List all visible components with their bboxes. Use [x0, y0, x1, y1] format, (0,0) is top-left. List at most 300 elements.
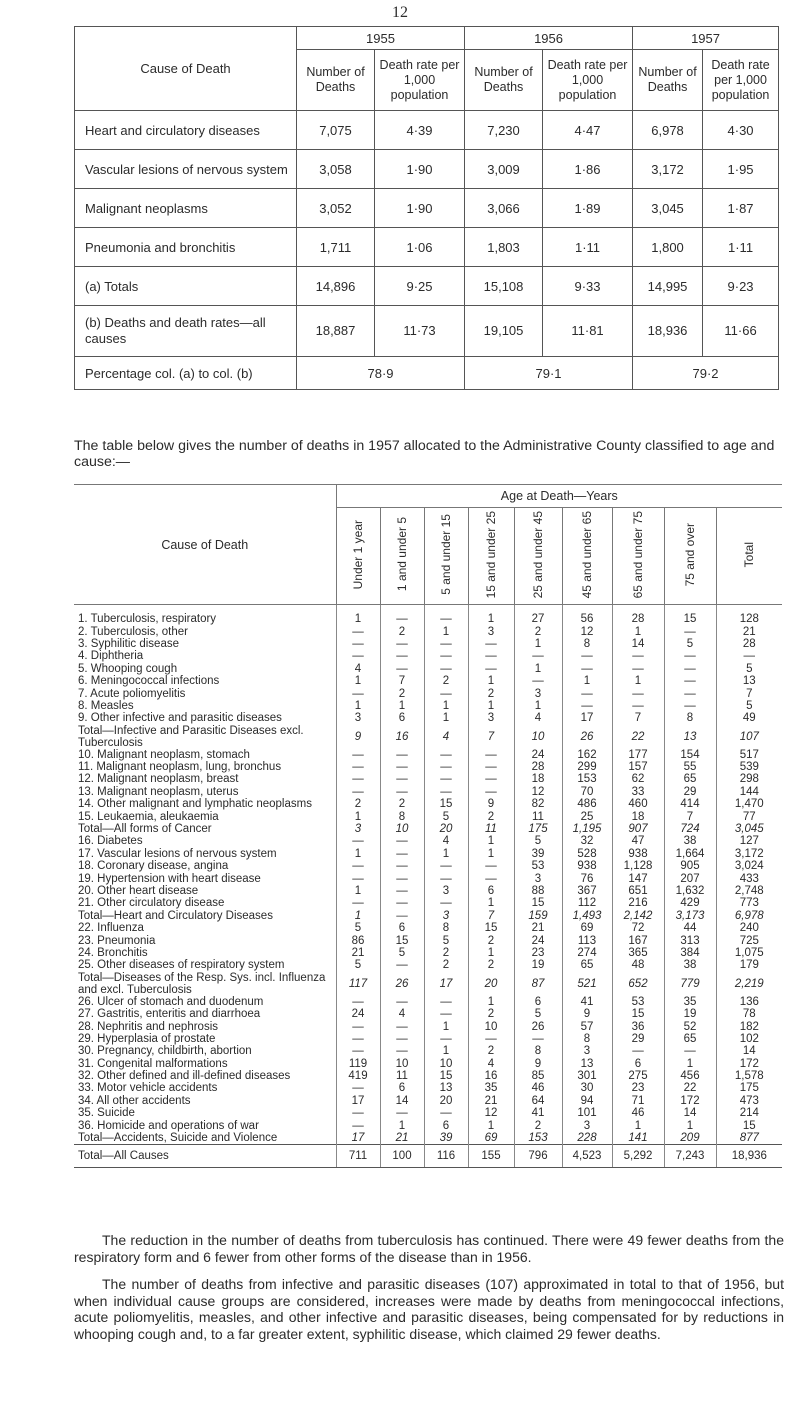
count-cell: 6: [514, 996, 562, 1008]
age-column-header: [336, 508, 380, 605]
count-cell: 70: [562, 786, 612, 798]
count-cell: 419: [336, 1070, 380, 1082]
count-cell: 1: [424, 1020, 468, 1032]
count-cell: —: [336, 872, 380, 884]
count-cell: 13: [716, 675, 782, 687]
count-cell: —: [468, 860, 514, 872]
count-cell: 19: [514, 959, 562, 971]
count-cell: 11: [468, 823, 514, 835]
count-cell: 20: [424, 1095, 468, 1107]
count-cell: 18,936: [716, 1145, 782, 1168]
count-cell: 13: [424, 1082, 468, 1094]
count-cell: 162: [562, 749, 612, 761]
count-cell: 1: [514, 700, 562, 712]
count-cell: 3,172: [716, 848, 782, 860]
cause-label: 24. Bronchitis: [78, 946, 148, 959]
summary-cell: 1·86: [543, 150, 633, 189]
count-cell: 207: [664, 872, 716, 884]
count-cell: 5: [424, 934, 468, 946]
count-cell: —: [562, 663, 612, 675]
count-cell: 157: [612, 761, 664, 773]
count-cell: 46: [514, 1082, 562, 1094]
summary-cell: 7,075: [297, 111, 375, 150]
age-column-label: 1 and under 5: [394, 517, 409, 592]
count-cell: 313: [664, 934, 716, 946]
count-cell: 2: [468, 1008, 514, 1020]
count-cell: 773: [716, 897, 782, 909]
count-cell: —: [424, 786, 468, 798]
count-cell: 11: [380, 1070, 424, 1082]
count-cell: 3: [562, 1119, 612, 1131]
count-cell: 14: [664, 1107, 716, 1119]
detail-body: [74, 605, 782, 1168]
count-cell: 18: [514, 773, 562, 785]
count-cell: 3,024: [716, 860, 782, 872]
count-cell: 3: [562, 1045, 612, 1057]
summary-cell: 6,978: [633, 111, 703, 150]
summary-cell: 3,066: [465, 189, 543, 228]
summary-cause-header: Cause of Death: [75, 27, 297, 111]
cause-label: 13. Malignant neoplasm, uterus: [78, 785, 239, 798]
count-cell: —: [664, 663, 716, 675]
count-cell: 172: [664, 1095, 716, 1107]
count-cell: 4: [514, 712, 562, 724]
count-cell: 2,142: [612, 910, 664, 922]
count-cell: 71: [612, 1095, 664, 1107]
count-cell: 4: [424, 835, 468, 847]
count-cell: 1,075: [716, 947, 782, 959]
percentage-value: 79·1: [465, 357, 633, 390]
summary-cell: 9·33: [543, 267, 633, 306]
count-cell: 4: [336, 663, 380, 675]
count-cell: 298: [716, 773, 782, 785]
count-cell: 24: [514, 934, 562, 946]
cause-label: 15. Leukaemia, aleukaemia: [78, 810, 219, 823]
cause-row: [74, 638, 782, 650]
count-cell: 1: [612, 1119, 664, 1131]
count-cell: 724: [664, 823, 716, 835]
age-column-header: [380, 508, 424, 605]
summary-row-label: (b) Deaths and death rates—all causes: [75, 306, 297, 357]
summary-table: [74, 26, 779, 390]
count-cell: 82: [514, 798, 562, 810]
count-cell: 2: [380, 687, 424, 699]
count-cell: —: [380, 786, 424, 798]
count-cell: —: [380, 1107, 424, 1119]
count-cell: 117: [336, 972, 380, 996]
cause-row: [74, 687, 782, 699]
count-cell: 1,664: [664, 848, 716, 860]
count-cell: 77: [716, 810, 782, 822]
count-cell: 1: [664, 1119, 716, 1131]
age-column-label: 75 and over: [682, 522, 697, 587]
summary-cell: 1·90: [375, 189, 465, 228]
count-cell: 30: [562, 1082, 612, 1094]
cause-label: 7. Acute poliomyelitis: [78, 687, 186, 700]
count-cell: 69: [562, 922, 612, 934]
age-column-header: [716, 508, 782, 605]
count-cell: 13: [664, 725, 716, 749]
count-cell: 101: [562, 1107, 612, 1119]
count-cell: 6: [380, 922, 424, 934]
count-cell: 41: [514, 1107, 562, 1119]
count-cell: 216: [612, 897, 664, 909]
summary-cell: 3,052: [297, 189, 375, 228]
count-cell: 1: [336, 700, 380, 712]
count-cell: 521: [562, 972, 612, 996]
count-cell: 652: [612, 972, 664, 996]
cause-label: 34. All other accidents: [78, 1094, 191, 1107]
intro-text: The table below gives the number of deaths in 1957 allocated to the Administrative County classified to age and cause:—: [74, 438, 775, 470]
age-column-header: [612, 508, 664, 605]
cause-row: [74, 773, 782, 785]
count-cell: 2: [468, 934, 514, 946]
count-cell: 1: [336, 848, 380, 860]
count-cell: 6: [424, 1119, 468, 1131]
count-cell: 116: [424, 1145, 468, 1168]
count-cell: 2: [380, 798, 424, 810]
count-cell: —: [424, 1008, 468, 1020]
count-cell: 69: [468, 1132, 514, 1145]
summary-cell: 4·39: [375, 111, 465, 150]
count-cell: 8: [562, 638, 612, 650]
summary-cell: 15,108: [465, 267, 543, 306]
count-cell: 136: [716, 996, 782, 1008]
count-cell: —: [468, 1033, 514, 1045]
subtotal-row: [74, 910, 782, 922]
count-cell: 9: [514, 1058, 562, 1070]
count-cell: —: [380, 1033, 424, 1045]
summary-cell: 14,896: [297, 267, 375, 306]
count-cell: 5: [514, 1008, 562, 1020]
count-cell: —: [380, 835, 424, 847]
count-cell: —: [562, 650, 612, 662]
subtotal-row: [74, 1132, 782, 1145]
cause-row: [74, 934, 782, 946]
summary-cell: 11·73: [375, 306, 465, 357]
count-cell: 33: [612, 786, 664, 798]
cause-label: 19. Hypertension with heart disease: [78, 872, 261, 885]
count-cell: 473: [716, 1095, 782, 1107]
count-cell: 21: [380, 1132, 424, 1145]
count-cell: 15: [716, 1119, 782, 1131]
count-cell: —: [612, 1045, 664, 1057]
age-column-label: 5 and under 15: [438, 514, 453, 595]
count-cell: 16: [380, 725, 424, 749]
count-cell: —: [380, 897, 424, 909]
count-cell: —: [336, 786, 380, 798]
count-cell: 938: [562, 860, 612, 872]
summary-row-label: Pneumonia and bronchitis: [75, 228, 297, 267]
summary-cell: 14,995: [633, 267, 703, 306]
count-cell: 53: [514, 860, 562, 872]
count-cell: 651: [612, 885, 664, 897]
count-cell: 7: [664, 810, 716, 822]
count-cell: —: [424, 687, 468, 699]
count-cell: 2: [336, 798, 380, 810]
count-cell: —: [514, 1033, 562, 1045]
count-cell: —: [336, 1020, 380, 1032]
count-cell: 3: [468, 712, 514, 724]
summary-cell: 1,711: [297, 228, 375, 267]
count-cell: 17: [336, 1132, 380, 1145]
count-cell: 64: [514, 1095, 562, 1107]
count-cell: 24: [514, 749, 562, 761]
count-cell: 25: [562, 810, 612, 822]
count-cell: 12: [468, 1107, 514, 1119]
cause-row: [74, 835, 782, 847]
count-cell: 1: [468, 897, 514, 909]
count-cell: 15: [424, 1070, 468, 1082]
count-cell: 15: [424, 798, 468, 810]
cause-row: [74, 786, 782, 798]
count-cell: —: [424, 773, 468, 785]
count-cell: —: [380, 650, 424, 662]
summary-row: [75, 306, 779, 357]
count-cell: —: [424, 605, 468, 626]
count-cell: 299: [562, 761, 612, 773]
count-cell: 725: [716, 934, 782, 946]
count-cell: —: [424, 897, 468, 909]
summary-cell: 1,800: [633, 228, 703, 267]
count-cell: 39: [424, 1132, 468, 1145]
count-cell: 2: [424, 947, 468, 959]
count-cell: 72: [612, 922, 664, 934]
cause-label: 12. Malignant neoplasm, breast: [78, 773, 239, 786]
count-cell: 1: [424, 848, 468, 860]
count-cell: 1: [336, 810, 380, 822]
count-cell: —: [336, 1119, 380, 1131]
count-cell: 1: [468, 835, 514, 847]
count-cell: 1,632: [664, 885, 716, 897]
count-cell: 905: [664, 860, 716, 872]
count-cell: 21: [716, 625, 782, 637]
summary-cell: 1·90: [375, 150, 465, 189]
count-cell: 6,978: [716, 910, 782, 922]
summary-row: [75, 111, 779, 150]
count-cell: 1,195: [562, 823, 612, 835]
count-cell: —: [336, 625, 380, 637]
count-cell: 2: [514, 1119, 562, 1131]
count-cell: 88: [514, 885, 562, 897]
count-cell: 1,470: [716, 798, 782, 810]
count-cell: 182: [716, 1020, 782, 1032]
count-cell: —: [336, 1045, 380, 1057]
count-cell: 48: [612, 959, 664, 971]
count-cell: —: [380, 761, 424, 773]
count-cell: 5: [664, 638, 716, 650]
summary-cell: 7,230: [465, 111, 543, 150]
cause-row: [74, 996, 782, 1008]
count-cell: —: [380, 605, 424, 626]
count-cell: 1,128: [612, 860, 664, 872]
count-cell: 76: [562, 872, 612, 884]
count-cell: 3,173: [664, 910, 716, 922]
count-cell: 87: [514, 972, 562, 996]
number-of-deaths-header: Number of Deaths: [297, 50, 375, 111]
count-cell: —: [468, 786, 514, 798]
age-column-header: [562, 508, 612, 605]
count-cell: 2,219: [716, 972, 782, 996]
cause-row: [74, 675, 782, 687]
age-column-label: 65 and under 75: [630, 510, 645, 599]
count-cell: —: [468, 663, 514, 675]
count-cell: 100: [380, 1145, 424, 1168]
count-cell: 1: [468, 996, 514, 1008]
cause-label: 18. Coronary disease, angina: [78, 860, 229, 873]
cause-label: Total—All forms of Cancer: [78, 823, 212, 836]
count-cell: 275: [612, 1070, 664, 1082]
count-cell: —: [380, 848, 424, 860]
count-cell: 3,045: [716, 823, 782, 835]
count-cell: 4: [380, 1008, 424, 1020]
count-cell: 175: [514, 823, 562, 835]
cause-row: [74, 1020, 782, 1032]
count-cell: 15: [612, 1008, 664, 1020]
detail-cause-header: Cause of Death: [74, 485, 336, 605]
cause-label: 20. Other heart disease: [78, 885, 199, 897]
count-cell: —: [336, 1033, 380, 1045]
count-cell: 21: [514, 922, 562, 934]
cause-label: Total—Accidents, Suicide and Violence: [78, 1132, 278, 1145]
count-cell: 17: [336, 1095, 380, 1107]
count-cell: 20: [468, 972, 514, 996]
cause-row: [74, 749, 782, 761]
count-cell: 153: [562, 773, 612, 785]
count-cell: 2: [468, 959, 514, 971]
count-cell: 365: [612, 947, 664, 959]
count-cell: 19: [664, 1008, 716, 1020]
count-cell: 107: [716, 725, 782, 749]
count-cell: 28: [514, 761, 562, 773]
count-cell: —: [424, 761, 468, 773]
count-cell: 3: [514, 872, 562, 884]
count-cell: 10: [468, 1020, 514, 1032]
count-cell: 214: [716, 1107, 782, 1119]
count-cell: 4: [468, 1058, 514, 1070]
count-cell: 9: [468, 798, 514, 810]
summary-row: [75, 228, 779, 267]
count-cell: 35: [664, 996, 716, 1008]
count-cell: —: [380, 910, 424, 922]
count-cell: —: [380, 1020, 424, 1032]
count-cell: —: [424, 872, 468, 884]
count-cell: —: [468, 761, 514, 773]
summary-cell: 1·95: [703, 150, 779, 189]
count-cell: 1: [336, 885, 380, 897]
count-cell: —: [664, 650, 716, 662]
count-cell: 11: [514, 810, 562, 822]
cause-label: 21. Other circulatory disease: [78, 897, 225, 910]
count-cell: 3: [468, 625, 514, 637]
count-cell: 460: [612, 798, 664, 810]
count-cell: 8: [562, 1033, 612, 1045]
age-column-header: [468, 508, 514, 605]
count-cell: —: [380, 872, 424, 884]
cause-label: 9. Other infective and parasitic diseases: [78, 712, 282, 725]
count-cell: 62: [612, 773, 664, 785]
count-cell: —: [380, 860, 424, 872]
count-cell: 2: [468, 810, 514, 822]
summary-cell: 1,803: [465, 228, 543, 267]
number-of-deaths-header: Number of Deaths: [465, 50, 543, 111]
paragraph-tuberculosis: The reduction in the number of deaths from tuberculosis has continued. There were 49 fewer deaths from the respiratory form and 6 fewer from other forms of the disease than in 1956.: [74, 1232, 784, 1265]
count-cell: 1: [562, 675, 612, 687]
count-cell: 28: [612, 605, 664, 626]
count-cell: 367: [562, 885, 612, 897]
count-cell: 17: [562, 712, 612, 724]
age-column-label: Total: [741, 541, 756, 568]
count-cell: 8: [380, 810, 424, 822]
count-cell: 127: [716, 835, 782, 847]
count-cell: 39: [514, 848, 562, 860]
age-column-header: [514, 508, 562, 605]
death-rate-header: Death rate per 1,000 population: [543, 50, 633, 111]
count-cell: 14: [380, 1095, 424, 1107]
count-cell: —: [468, 773, 514, 785]
count-cell: 35: [468, 1082, 514, 1094]
paragraph-infective-diseases: The number of deaths from infective and parasitic diseases (107) approximated in total to that of 1956, but when individual cause groups are considered, increases were made by deaths from meningococcal infections, acute poliomyelitis, measles, and other infective and parasitic diseases, being compensated for by reductions in whooping cough and, to a far greater extent, syphilitic disease, which claimed 29 fewer deaths.: [74, 1276, 784, 1342]
count-cell: 29: [612, 1033, 664, 1045]
count-cell: 301: [562, 1070, 612, 1082]
count-cell: 5: [380, 947, 424, 959]
count-cell: 1: [424, 1045, 468, 1057]
count-cell: 21: [468, 1095, 514, 1107]
summary-cell: 9·25: [375, 267, 465, 306]
summary-row-label: Vascular lesions of nervous system: [75, 150, 297, 189]
count-cell: 5: [336, 922, 380, 934]
summary-cell: 1·11: [543, 228, 633, 267]
summary-row-label: Heart and circulatory diseases: [75, 111, 297, 150]
count-cell: 22: [612, 725, 664, 749]
count-cell: 179: [716, 959, 782, 971]
count-cell: 17: [424, 972, 468, 996]
count-cell: 1: [424, 700, 468, 712]
count-cell: —: [336, 749, 380, 761]
count-cell: 2: [514, 625, 562, 637]
summary-cell: 4·47: [543, 111, 633, 150]
count-cell: 433: [716, 872, 782, 884]
cause-label: 6. Meningococcal infections: [78, 675, 220, 688]
cause-label: 17. Vascular lesions of nervous system: [78, 847, 277, 860]
count-cell: 796: [514, 1145, 562, 1168]
subtotal-row: [74, 823, 782, 835]
count-cell: 15: [380, 934, 424, 946]
count-cell: 128: [716, 605, 782, 626]
count-cell: 7,243: [664, 1145, 716, 1168]
count-cell: 29: [664, 786, 716, 798]
count-cell: 1: [514, 638, 562, 650]
count-cell: 8: [664, 712, 716, 724]
age-column-label: 25 and under 45: [530, 510, 545, 599]
count-cell: 7: [380, 675, 424, 687]
cause-label: 30. Pregnancy, childbirth, abortion: [78, 1045, 252, 1058]
count-cell: 2: [424, 959, 468, 971]
count-cell: 167: [612, 934, 664, 946]
count-cell: 1: [468, 700, 514, 712]
count-cell: 141: [612, 1132, 664, 1145]
cause-row: [74, 947, 782, 959]
count-cell: —: [380, 773, 424, 785]
count-cell: 26: [380, 972, 424, 996]
cause-row: [74, 1082, 782, 1094]
count-cell: 65: [664, 773, 716, 785]
count-cell: 16: [468, 1070, 514, 1082]
cause-label: 1. Tuberculosis, respiratory: [78, 613, 217, 626]
cause-label: 10. Malignant neoplasm, stomach: [78, 748, 250, 761]
count-cell: —: [336, 1107, 380, 1119]
cause-row: [74, 798, 782, 810]
